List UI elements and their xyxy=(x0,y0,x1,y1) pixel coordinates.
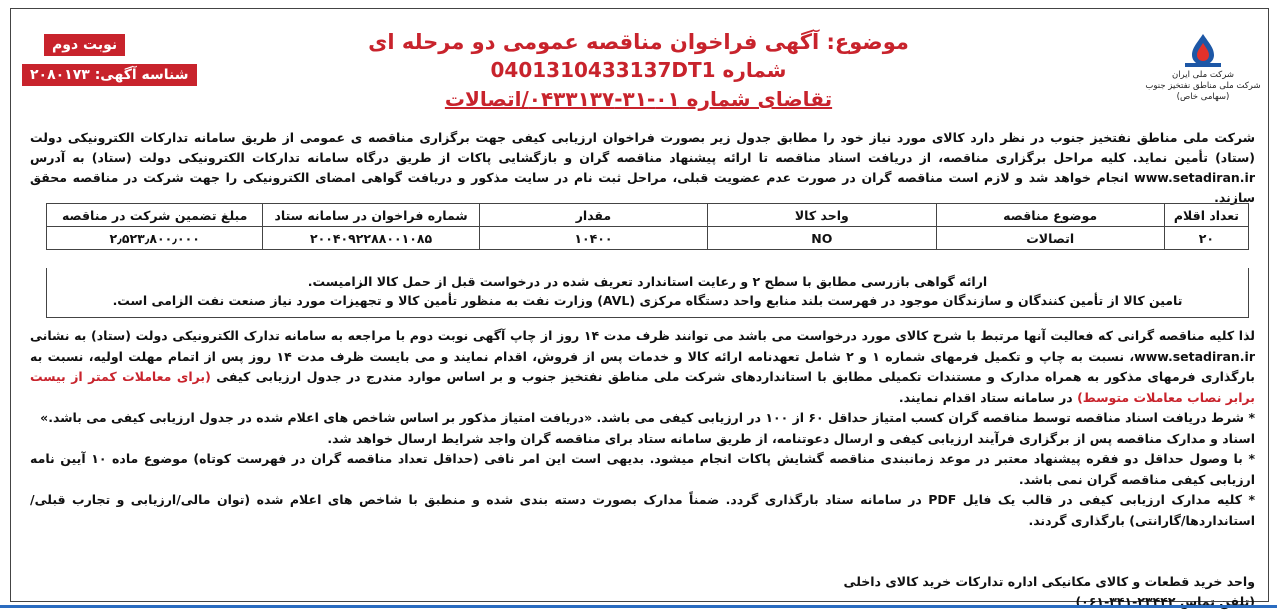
footer-phone: (تلفن تماس ۲۳۴۴۲-۳۴۱-۰۶۱) xyxy=(1075,594,1255,609)
bottom-rule xyxy=(0,605,1277,608)
header-item-count: تعداد اقلام xyxy=(1164,204,1248,227)
cell-item-count: ۲۰ xyxy=(1164,227,1248,250)
table-notes xyxy=(46,268,1249,318)
intro-paragraph: شرکت ملی مناطق نفتخیز جنوب در نظر دارد کالای مورد نیاز خود را مطابق جدول زیر بصورت فراخوان ارزیابی کیفی جهت برگزاری مناقصه ی عمومی از طریق سامانه تدارکات الکترونیکی دولت (ستاد) تأمین نماید. کلیه مراحل برگزاری مناقصه، از دریافت اسناد مناقصه تا ارائه پیشنهاد مناقصه گران و بازگشایی پاکات از طریق درگاه سامانه تدارکات الکترونیکی دولت (ستاد) به آدرس www.setadiran.ir انجام خواهد شد و لازم است مناقصه گران در صورت عدم عضویت قبلی، مراحل ثبت نام در سایت مذکور و دریافت گواهی امضای الکترونیکی را جهت شرکت در مناقصه محقق سازند. xyxy=(30,130,1255,205)
notice-titles xyxy=(300,28,977,114)
company-logo xyxy=(1143,30,1263,103)
body-paragraph-5: * کلیه مدارک ارزیابی کیفی در قالب یک فایل PDF در سامانه ستاد بارگذاری گردد. ضمناً مدارک بصورت دسته بندی شده و منطبق با شاخص های اعلام شده (توان مالی/ارزیابی و تجارب قبلی/استانداردها/گارانتی) بارگذاری گردند. xyxy=(30,492,1255,528)
logo-caption-3: (سهامی خاص) xyxy=(1176,92,1230,102)
header-subject: موضوع مناقصه xyxy=(936,204,1164,227)
note-inspection: ارائه گواهی بازرسی مطابق با سطح ۲ و رعایت استاندارد تعریف شده در درخواست قبل از حمل کالا الزامیست. xyxy=(307,274,988,289)
header-unit: واحد کالا xyxy=(708,204,936,227)
cell-guarantee: ۲٫۵۲۳٫۸۰۰٫۰۰۰ xyxy=(47,227,263,250)
table-row xyxy=(47,227,1249,250)
body-p1-part-a: لذا کلیه مناقصه گرانی که فعالیت آنها مرتبط با شرح کالای مورد درخواست می باشد می توانند ظرف مدت ۱۴ روز از چاپ آگهی نوبت دوم با مراجعه به سامانه تدارک الکترونیکی دولت (ستاد) به نشانی www.setadiran.ir، نسبت به چاپ و تکمیل فرمهای شماره ۱ و ۲ شامل تعهدنامه ارائه کالا و خدمات پس از فروش، اقدام نمایند و می بایست ظرف مدت ۱۴ روز پس از اتمام مهلت اولیه، نسبت به بارگذاری فرمهای مذکور به همراه مدارک و مستندات تکمیلی مطابق با استانداردهای شرکت ملی مناطق نفتخیز جنوب و بر اساس موارد مندرج در جدول ارزیابی کیفی xyxy=(30,328,1255,384)
cell-unit: NO xyxy=(708,227,936,250)
body-p1-highlight: (برای معاملات کمتر از بیست برابر نصاب معاملات متوسط) xyxy=(30,369,1255,405)
round-badge: نوبت دوم xyxy=(44,34,125,56)
oil-company-logo-icon xyxy=(1180,30,1226,70)
body-p1-part-b: در سامانه ستاد اقدام نمایند. xyxy=(898,389,1078,405)
header-guarantee: مبلغ تضمین شرکت در مناقصه xyxy=(47,204,263,227)
cell-quantity: ۱۰۴۰۰ xyxy=(479,227,707,250)
notice-title: موضوع: آگهی فراخوان مناقصه عمومی دو مرحله ای xyxy=(368,30,909,54)
cell-call-number: ۲۰۰۴۰۹۲۲۸۸۰۰۱۰۸۵ xyxy=(263,227,479,250)
items-table xyxy=(46,203,1249,250)
cell-subject: اتصالات xyxy=(936,227,1164,250)
tender-number: شماره 0401310433137DT1 xyxy=(490,58,787,82)
logo-caption-1: شرکت ملی ایران xyxy=(1171,70,1235,80)
note-avl: تامین کالا از تأمین کنندگان و سازندگان موجود در فهرست بلند منابع واحد دستگاه مرکزی (AVL) وزارت نفت به منظور تأمین کالا و تجهیزات مورد نیاز صنعت نفت الزامی است. xyxy=(112,293,1183,308)
notice-body xyxy=(30,326,1255,531)
body-paragraph-2: * شرط دریافت اسناد مناقصه توسط مناقصه گران کسب امتیاز حداقل ۶۰ از ۱۰۰ در ارزیابی کیفی می باشد. «دریافت امتیاز مذکور بر اساس شاخص های اعلام شده در جدول ارزیابی کیفی می باشد.» xyxy=(40,410,1255,425)
logo-caption-2: شرکت ملی مناطق نفتخیز جنوب xyxy=(1145,81,1261,91)
table-header-row xyxy=(47,204,1249,227)
notice-id-badge: شناسه آگهی: ۲۰۸۰۱۷۳ xyxy=(22,64,197,86)
request-number: تقاضای شماره ۰۱-۳۱-۰۴۳۳۱۳۷/اتصالات xyxy=(444,87,833,111)
body-paragraph-4: * با وصول حداقل دو فقره پیشنهاد معتبر در موعد زمانبندی مناقصه گشایش پاکات انجام میشود. بدیهی است این امر نافی (حداقل تعداد مناقصه گران در فهرست کوتاه) موضوع ماده ۱۰ آیین نامه ارزیابی کیفی مناقصه گران نمی باشد. xyxy=(30,451,1255,487)
body-paragraph-1 xyxy=(30,326,1255,408)
body-paragraph-3: اسناد و مدارک مناقصه پس از برگزاری فرآیند ارزیابی کیفی و ارسال دعوتنامه، از طریق سامانه ستاد برای مناقصه گران واجد شرایط ارسال خواهد شد. xyxy=(327,430,1255,446)
header-call-number: شماره فراخوان در سامانه ستاد xyxy=(263,204,479,227)
footer-department: واحد خرید قطعات و کالای مکانیکی اداره تدارکات خرید کالای داخلی xyxy=(843,574,1255,589)
header-quantity: مقدار xyxy=(479,204,707,227)
